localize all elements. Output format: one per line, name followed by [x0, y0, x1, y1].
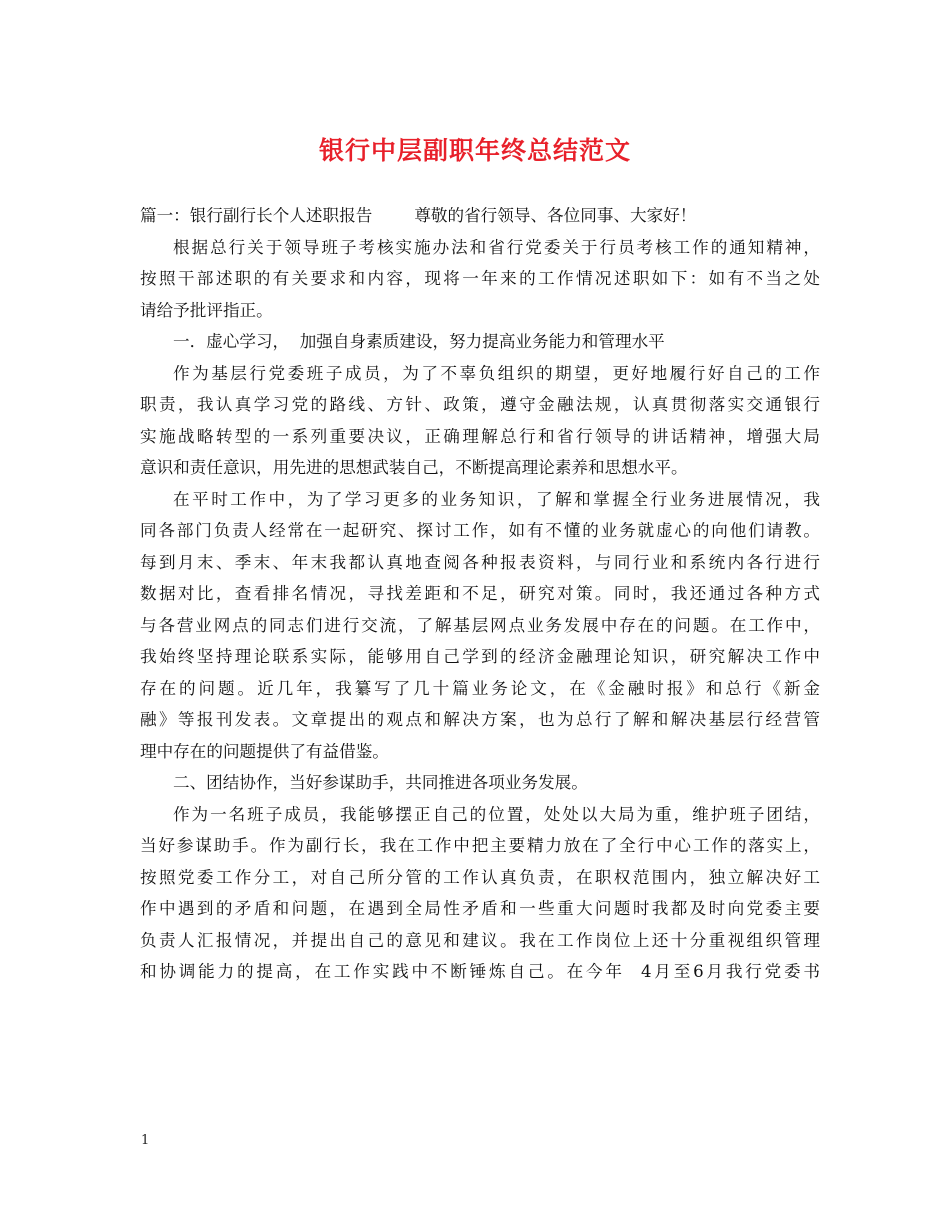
paragraph-line: 我始终坚持理论联系实际，能够用自己学到的经济金融理论知识，研究解决工作中 [140, 647, 820, 666]
paragraph-line: 按照干部述职的有关要求和内容，现将一年来的工作情况述职如下：如有不当之处 [140, 269, 820, 288]
paragraph-line: 根据总行关于领导班子考核实施办法和省行党委关于行员考核工作的通知精神， [173, 237, 820, 257]
paragraph-line: 同各部门负责人经常在一起研究、探讨工作，如有不懂的业务就虚心的向他们请教。 [140, 521, 820, 540]
paragraph-line: 作中遇到的矛盾和问题，在遇到全局性矛盾和一些重大问题时我都及时向党委主要 [140, 899, 820, 918]
paragraph-line: 在平时工作中，为了学习更多的业务知识，了解和掌握全行业务进展情况，我 [173, 489, 820, 509]
paragraph-line: 融》等报刊发表。文章提出的观点和解决方案，也为总行了解和解决基层行经营管 [140, 710, 820, 729]
section-heading: 篇一：银行副行长个人述职报告 [140, 206, 373, 225]
document-body [140, 200, 820, 988]
paragraph-line: 每到月末、季末、年末我都认真地查阅各种报表资料，与同行业和系统内各行进行 [140, 552, 820, 572]
paragraph-line: 负责人汇报情况，并提出自己的意见和建议。我在工作岗位上还十分重视组织管理 [140, 930, 820, 950]
paragraph-line: 当好参谋助手。作为副行长，我在工作中把主要精力放在了全行中心工作的落实上， [140, 836, 820, 855]
page-title: 银行中层副职年终总结范文 [318, 136, 631, 165]
paragraph-line: 和协调能力的提高，在工作实践中不断锤炼自己。在今年 4月至6月我行党委书 [140, 962, 820, 981]
paragraph-line [140, 200, 820, 232]
paragraph-line: 实施战略转型的一系列重要决议，正确理解总行和省行领导的讲话精神，增强大局 [140, 426, 820, 446]
paragraph-line: 作为一名班子成员，我能够摆正自己的位置，处处以大局为重，维护班子团结， [173, 804, 820, 824]
paragraph-line: 按照党委工作分工，对自己所分管的工作认真负责，在职权范围内，独立解决好工 [140, 867, 820, 887]
section-heading: 一．虚心学习， 加强自身素质建设，努力提高业务能力和管理水平 [173, 332, 665, 351]
paragraph-line: 职责，我认真学习党的路线、方针、政策，遵守金融法规，认真贯彻落实交通银行 [140, 395, 820, 414]
paragraph-line: 数据对比，查看排名情况，寻找差距和不足，研究对策。同时，我还通过各种方式 [140, 584, 820, 603]
greeting: 尊敬的省行领导、各位同事、大家好！ [414, 206, 697, 225]
page-number: 1 [141, 1133, 150, 1148]
paragraph-line: 与各营业网点的同志们进行交流，了解基层网点业务发展中存在的问题。在工作中， [140, 615, 820, 635]
paragraph-line: 请给予批评指正。 [140, 300, 273, 320]
paragraph-line: 理中存在的问题提供了有益借鉴。 [140, 741, 389, 761]
paragraph-line: 存在的问题。近几年，我纂写了几十篇业务论文，在《金融时报》和总行《新金 [140, 678, 820, 698]
section-heading: 二、团结协作，当好参谋助手，共同推进各项业务发展。 [173, 773, 588, 792]
paragraph-line: 意识和责任意识，用先进的思想武装自己，不断提高理论素养和思想水平。 [140, 458, 688, 477]
paragraph-line: 作为基层行党委班子成员，为了不辜负组织的期望，更好地履行好自己的工作 [173, 363, 820, 383]
